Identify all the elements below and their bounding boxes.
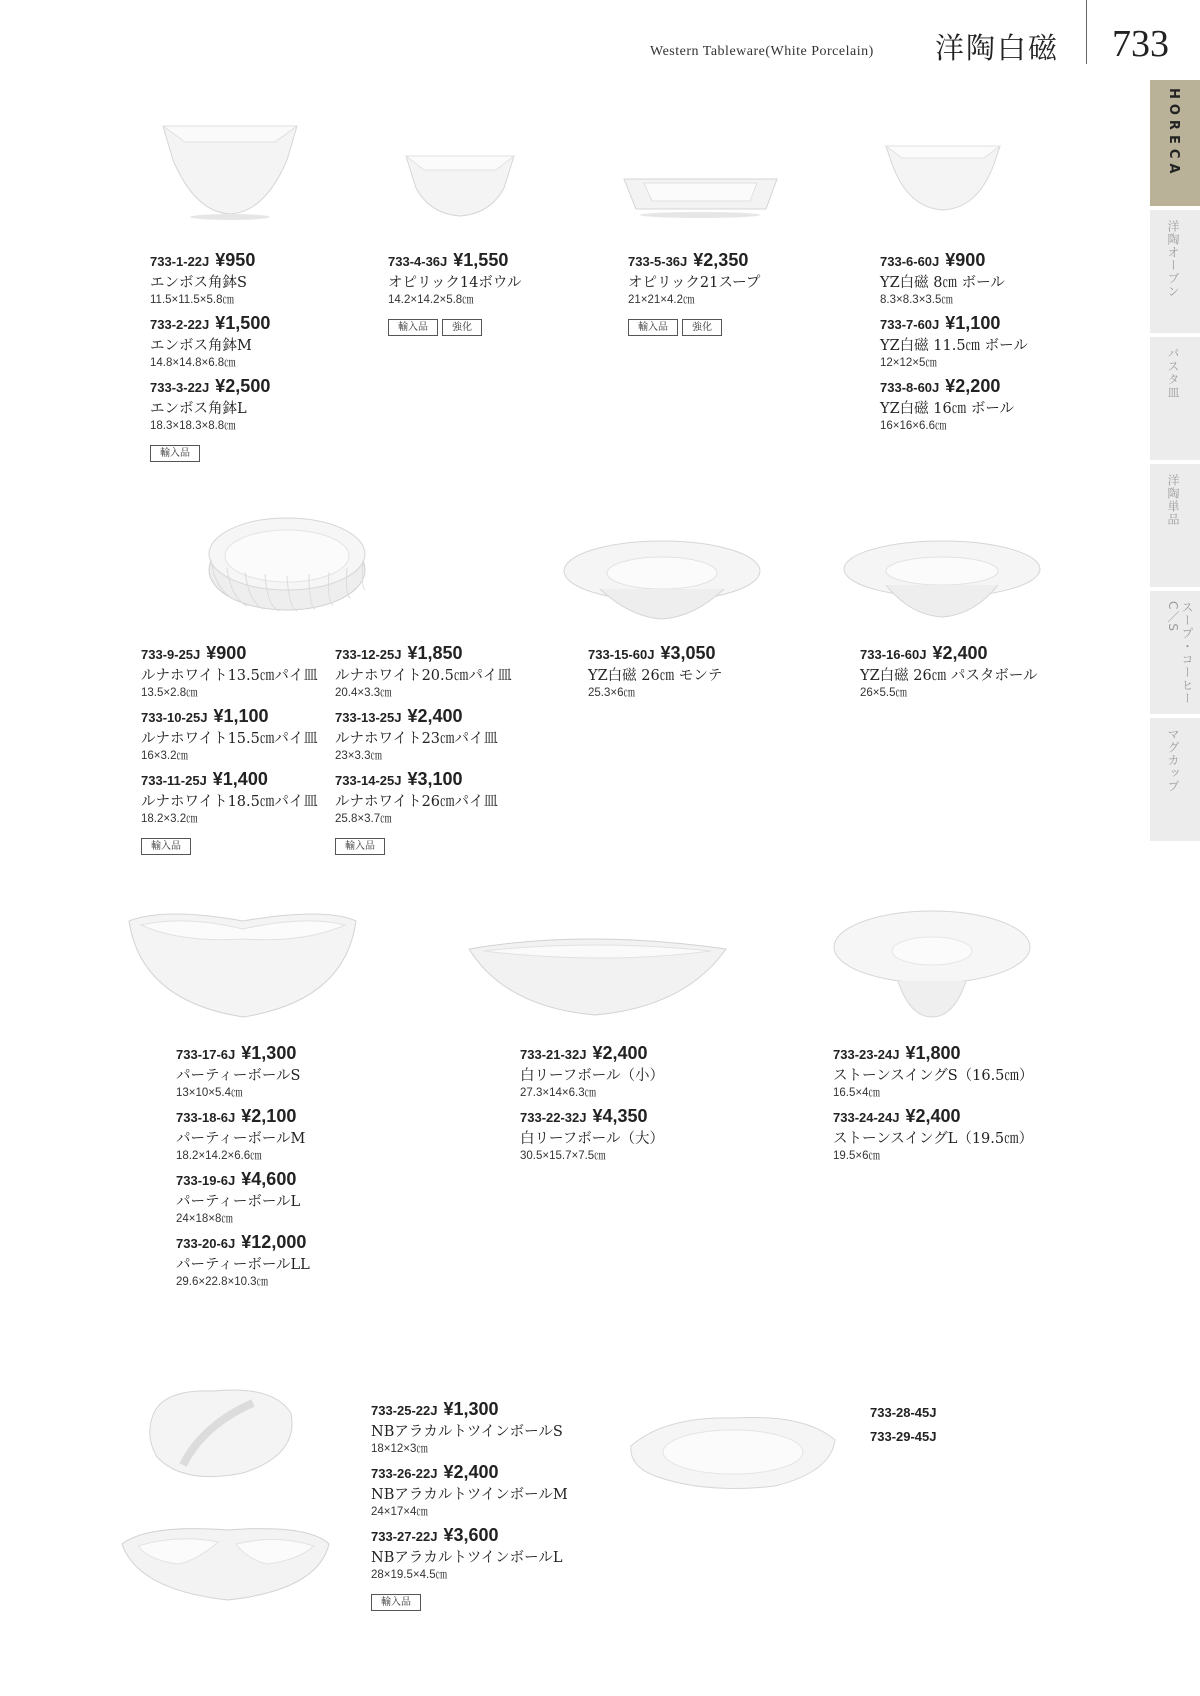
product-code: 733-23-24J [833, 1047, 900, 1062]
product-group-opilic-bowl [388, 250, 521, 336]
product-price: ¥3,600 [443, 1525, 499, 1545]
import-badge: 輸入品 [371, 1594, 421, 1611]
tab-label: パスタ皿 [1166, 347, 1180, 399]
product-item [520, 1043, 664, 1100]
product-price: ¥1,100 [213, 706, 269, 726]
product-photo-stone-swing [830, 905, 1035, 1020]
product-code: 733-4-36J [388, 254, 448, 269]
product-item [371, 1462, 568, 1519]
product-name: ルナホワイト13.5㎝パイ皿 [141, 668, 318, 684]
product-item [628, 250, 760, 307]
product-code: 733-5-36J [628, 254, 688, 269]
tab-soup-coffee[interactable] [1150, 591, 1200, 714]
product-code: 733-11-25J [141, 773, 207, 788]
product-size: 18.3×18.3×8.8㎝ [150, 420, 236, 432]
product-size: 13.5×2.8㎝ [141, 687, 198, 699]
product-item [176, 1232, 310, 1289]
product-code: 733-13-25J [335, 710, 402, 725]
product-photo-yz-monte [560, 535, 765, 625]
tab-label: 洋陶単品 [1166, 474, 1180, 526]
product-photo-twin-bowl-top [143, 1385, 298, 1485]
product-size: 11.5×11.5×5.8㎝ [150, 294, 234, 306]
tab-western-oven[interactable] [1150, 210, 1200, 333]
reinforced-badge: 強化 [442, 319, 482, 336]
product-photo-luna-white-pie-dish [205, 510, 370, 615]
product-price: ¥1,100 [945, 313, 1001, 333]
product-name: YZ白磁 26㎝ パスタボール [860, 668, 1038, 684]
side-tabs [1150, 80, 1200, 845]
product-size: 16×16×6.6㎝ [880, 420, 947, 432]
product-name: オピリック14ボウル [388, 275, 522, 291]
product-price: ¥3,100 [407, 769, 463, 789]
product-item [150, 313, 270, 370]
product-item [371, 1399, 568, 1456]
product-item [141, 706, 318, 763]
product-size: 21×21×4.2㎝ [628, 294, 695, 306]
product-item [141, 769, 318, 826]
product-code: 733-17-6J [176, 1047, 236, 1062]
product-code: 733-1-22J [150, 254, 210, 269]
product-code: 733-6-60J [880, 254, 940, 269]
product-item [335, 706, 512, 763]
product-code: 733-9-25J [141, 647, 201, 662]
product-size: 24×17×4㎝ [371, 1506, 428, 1518]
product-size: 24×18×8㎝ [176, 1213, 233, 1225]
page-number: 733 [1112, 23, 1169, 65]
import-badge: 輸入品 [141, 838, 191, 855]
product-item [176, 1106, 310, 1163]
product-group-luna-white-pie-dish-small [141, 643, 318, 855]
product-price: ¥2,400 [592, 1043, 648, 1063]
product-code: 733-14-25J [335, 773, 402, 788]
tab-label: スープ・コーヒーC／S [1166, 601, 1194, 705]
product-price: ¥1,300 [241, 1043, 297, 1063]
product-code: 733-7-60J [880, 317, 940, 332]
product-price: ¥2,100 [241, 1106, 297, 1126]
product-photo-opilic-soup [618, 165, 783, 225]
product-name: ルナホワイト23㎝パイ皿 [335, 731, 499, 747]
product-code: 733-26-22J [371, 1466, 438, 1481]
product-price: ¥1,800 [905, 1043, 961, 1063]
reinforced-badge: 強化 [682, 319, 722, 336]
product-item [335, 769, 512, 826]
tab-western-single[interactable] [1150, 464, 1200, 587]
product-code: 733-15-60J [588, 647, 655, 662]
product-item [860, 643, 1038, 700]
product-size: 14.8×14.8×6.8㎝ [150, 357, 236, 369]
product-name: YZ白磁 26㎝ モンテ [588, 668, 723, 684]
import-badge: 輸入品 [388, 319, 438, 336]
product-name: 白リーフボール（小） [520, 1068, 664, 1084]
product-photo-plate-29-45j [625, 1410, 840, 1495]
product-size: 25.8×3.7㎝ [335, 813, 392, 825]
product-size: 19.5×6㎝ [833, 1150, 880, 1162]
product-price: ¥2,500 [215, 376, 271, 396]
product-code: 733-12-25J [335, 647, 402, 662]
product-item [833, 1106, 1033, 1163]
product-price: ¥900 [206, 643, 247, 663]
product-code: 733-22-32J [520, 1110, 587, 1125]
product-item [388, 250, 521, 307]
product-size: 29.6×22.8×10.3㎝ [176, 1276, 269, 1288]
product-name: NBアラカルトツインボールS [371, 1424, 563, 1440]
import-badge: 輸入品 [335, 838, 385, 855]
product-photo-party-bowl [125, 905, 360, 1025]
product-price: ¥12,000 [241, 1232, 307, 1252]
product-name: NBアラカルトツインボールM [371, 1487, 568, 1503]
product-name: ルナホワイト20.5㎝パイ皿 [335, 668, 512, 684]
product-code: 733-18-6J [176, 1110, 236, 1125]
product-group-yz-bowl [880, 250, 1028, 439]
product-price: ¥1,850 [407, 643, 463, 663]
product-price: ¥4,600 [241, 1169, 297, 1189]
product-size: 12×12×5㎝ [880, 357, 937, 369]
tab-label: HORECA [1166, 88, 1181, 179]
product-code: 733-2-22J [150, 317, 210, 332]
product-name: YZ白磁 16㎝ ボール [880, 401, 1015, 417]
header-title-en: Western Tableware(White Porcelain) [650, 44, 874, 59]
product-group-luna-white-pie-dish-large [335, 643, 512, 855]
product-name: YZ白磁 11.5㎝ ボール [880, 338, 1028, 354]
header-divider [1086, 0, 1087, 64]
product-name: ルナホワイト18.5㎝パイ皿 [141, 794, 318, 810]
product-name: ストーンスイングL（19.5㎝） [833, 1131, 1034, 1147]
product-item [520, 1106, 664, 1163]
tab-mug-cup[interactable] [1150, 718, 1200, 841]
product-code: 733-20-6J [176, 1236, 236, 1251]
product-item [141, 643, 318, 700]
product-size: 18×12×3㎝ [371, 1443, 428, 1455]
tab-label: マグカップ [1166, 728, 1180, 793]
header-title-jp: 洋陶白磁 [935, 31, 1060, 65]
product-group-party-bowl [176, 1043, 310, 1295]
product-name: オピリック21スープ [628, 275, 761, 291]
product-size: 16.5×4㎝ [833, 1087, 880, 1099]
product-price: ¥3,050 [660, 643, 716, 663]
product-name: エンボス角鉢M [150, 338, 252, 354]
product-size: 8.3×8.3×3.5㎝ [880, 294, 953, 306]
product-size: 18.2×3.2㎝ [141, 813, 198, 825]
product-code: 733-25-22J [371, 1403, 438, 1418]
product-size: 14.2×14.2×5.8㎝ [388, 294, 474, 306]
product-price: ¥2,350 [693, 250, 749, 270]
product-price: ¥1,300 [443, 1399, 499, 1419]
product-group-yz-pasta-bowl [860, 643, 1038, 706]
product-name: ルナホワイト26㎝パイ皿 [335, 794, 499, 810]
import-badge: 輸入品 [150, 445, 200, 462]
product-name: エンボス角鉢S [150, 275, 247, 291]
product-code: 733-10-25J [141, 710, 208, 725]
product-group-nb-twin-bowl [371, 1399, 568, 1611]
product-size: 27.3×14×6.3㎝ [520, 1087, 597, 1099]
product-price: ¥950 [215, 250, 256, 270]
product-photo-opilic-bowl [400, 148, 520, 223]
product-price: ¥1,500 [215, 313, 271, 333]
product-name: パーティーボールM [176, 1131, 306, 1147]
product-item [150, 376, 270, 433]
product-item [870, 1426, 937, 1450]
product-code: 733-24-24J [833, 1110, 900, 1125]
product-group-opilic-soup [628, 250, 760, 336]
product-item [588, 643, 722, 700]
product-item [335, 643, 512, 700]
product-photo-twin-bowl-side [118, 1520, 333, 1605]
product-name: ストーンスイングS（16.5㎝） [833, 1068, 1034, 1084]
product-code: 733-19-6J [176, 1173, 236, 1188]
import-badge: 輸入品 [628, 319, 678, 336]
tab-pasta-plate[interactable] [1150, 337, 1200, 460]
product-group-yz-monte [588, 643, 722, 706]
product-photo-emboss-square-bowl [155, 120, 305, 220]
product-size: 30.5×15.7×7.5㎝ [520, 1150, 606, 1162]
product-size: 13×10×5.4㎝ [176, 1087, 243, 1099]
product-size: 16×3.2㎝ [141, 750, 188, 762]
product-price: ¥2,400 [443, 1462, 499, 1482]
product-price: ¥4,350 [592, 1106, 648, 1126]
product-photo-yz-pasta-bowl [840, 535, 1045, 625]
product-group-white-leaf-bowl [520, 1043, 664, 1169]
product-size: 18.2×14.2×6.6㎝ [176, 1150, 262, 1162]
product-size: 20.4×3.3㎝ [335, 687, 392, 699]
product-item [870, 1402, 937, 1426]
product-item [150, 250, 270, 307]
product-name: パーティーボールLL [176, 1257, 310, 1273]
product-name: YZ白磁 8㎝ ボール [880, 275, 1005, 291]
product-name: パーティーボールL [176, 1194, 301, 1210]
product-size: 23×3.3㎝ [335, 750, 382, 762]
product-group-stone-swing [833, 1043, 1033, 1169]
product-name: NBアラカルトツインボールL [371, 1550, 563, 1566]
product-name: ルナホワイト15.5㎝パイ皿 [141, 731, 318, 747]
product-size: 25.3×6㎝ [588, 687, 635, 699]
product-price: ¥2,200 [945, 376, 1001, 396]
product-photo-white-leaf-bowl [465, 935, 730, 1020]
product-price: ¥2,400 [407, 706, 463, 726]
product-name: 白リーフボール（大） [520, 1131, 664, 1147]
product-item [880, 376, 1028, 433]
product-price: ¥1,400 [212, 769, 268, 789]
product-price: ¥2,400 [905, 1106, 961, 1126]
product-item [176, 1169, 310, 1226]
product-code: 733-29-45J [870, 1429, 937, 1444]
product-size: 28×19.5×4.5㎝ [371, 1569, 448, 1581]
product-size: 26×5.5㎝ [860, 687, 907, 699]
product-price: ¥900 [945, 250, 986, 270]
product-code: 733-21-32J [520, 1047, 587, 1062]
product-group-emboss-square-bowl [150, 250, 270, 462]
product-code: 733-28-45J [870, 1405, 937, 1420]
product-item [880, 250, 1028, 307]
product-name: エンボス角鉢L [150, 401, 247, 417]
product-code: 733-3-22J [150, 380, 210, 395]
product-code: 733-8-60J [880, 380, 940, 395]
product-item [176, 1043, 310, 1100]
product-price: ¥1,550 [453, 250, 509, 270]
product-item [833, 1043, 1033, 1100]
product-code: 733-16-60J [860, 647, 927, 662]
tab-horeca[interactable] [1150, 80, 1200, 206]
product-item [371, 1525, 568, 1582]
tab-label: 洋陶オーブン [1166, 220, 1180, 298]
product-code: 733-27-22J [371, 1529, 438, 1544]
product-item [880, 313, 1028, 370]
product-group-29-45j [870, 1402, 937, 1450]
product-price: ¥2,400 [932, 643, 988, 663]
product-photo-yz-bowl [878, 138, 1008, 218]
product-name: パーティーボールS [176, 1068, 301, 1084]
